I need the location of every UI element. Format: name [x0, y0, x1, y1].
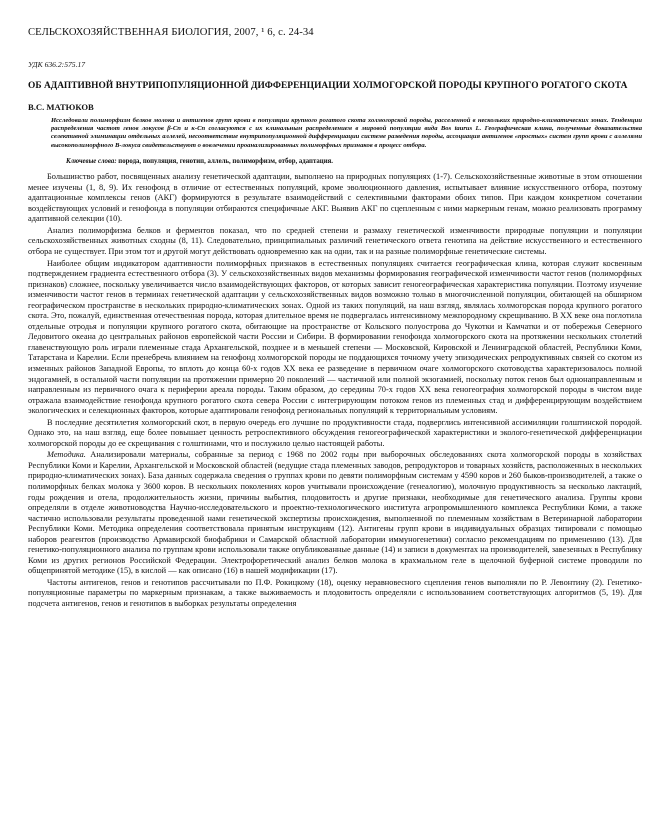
body-paragraph: Анализ полиморфизма белков и ферментов показал, что по средней степени и размаху генетической изменчивости природные популяции и популяции сельскохозяйственных животных сходны (8, 11). Следовательно, принципиальных различий генетического ответа генотипа на действие искусственного и естественного отбора не существует. При этом тот и другой могут действовать одновременно как на одни, так и на разные полиморфные генетические системы.	[28, 225, 642, 256]
article-abstract: Исследовали полиморфизм белков молока и антигенов групп крови в популяции крупного рогатого скота холмогорской породы, расселенной в нескольких природно-климатических зонах. Тенденции распределения частот генов локусов β-Cn и κ-Cn согласуются с их клинальным распределением в мировой популяции вида Bos taurus L. Географическая клина, полученные доказательства селективной элиминации отдельных аллелей, несоответствие внутрипопуляционной дифференциации системе разведения породы, ассоциация антигенов «простых» систем групп крови с аллелями высокополиморфного B-локуса свидетельствуют о вовлечении проанализированных полиморфных признаков в процесс отбора.	[51, 116, 642, 149]
methods-paragraph: Методика. Анализировали материалы, собранные за период с 1968 по 2002 годы при выборочных обследованиях скота холмогорской породы в хозяйствах Республики Коми и Карелии, Архангельской и Московской областей (ведущие стада племенных заводов, репродукторов и товарных хозяйств, расположенных в нескольких природно-климатических зонах). База данных содержала сведения о группах крови по девяти полиморфным системам у 4590 коров и 260 быков-производителей, а также о полиморфных белках молока у 3600 коров. В нескольких поколениях коров учитывали происхождение (генеалогию), молочную продуктивность за несколько лактаций, годы рождения и отела, продолжительность жизни, причины выбытия, плодовитость и другие признаки, необходимые для генетического анализа. Группы крови определяли в отделе животноводства Научно-исследовательского и проектно-технологического института агропромышленного комплекса Республики Коми, а также частично использовали результаты проведенной нами генетической экспертизы происхождения, выполненной по племенным хозяйствам в Ветеринарной лаборатории Республики Коми. Методика определения соответствовала принятым инструкциям (12). Антигены групп крови в индивидуальных образцах типировали с помощью наборов реагентов (производство Армавирской биофабрики и Самарской областной лаборатории иммуногенетики) согласно рекомендациям по применению (13). Для генетико-популяционного анализа по группам крови использовали также опубликованные данные (14) и записи в документах на производителей, завезенных в Республику Коми из других регионов Российской Федерации. Электрофоретический анализ белков молока в крахмальном геле в щелочной буферной системе проводили по общепринятой методике (15), в кислой — как описано (16) в нашей модификации (17).	[28, 450, 642, 576]
article-page	[28, 26, 642, 610]
methods-lead: Методика.	[47, 450, 86, 460]
keywords-text: порода, популяция, генотип, аллель, полиморфизм, отбор, адаптация.	[118, 158, 333, 166]
article-body	[28, 172, 642, 609]
body-paragraph: Наиболее общим индикатором адаптивности полиморфных признаков в естественных популяциях считается географическая клина, которая служит косвенным подтверждением градиента естественного отбора (3). У сельскохозяйственных видов механизмы формирования географической изменчивости частот генов (полиморфных признаков) сложнее, поскольку увеличивается число взаимодействующих факторов, от которых зависит геногеографическая характеристика популяции. Поэтому изучение изменчивости частот генов в терминах генетической адаптации у сельскохозяйственных видов возможно только в многочисленной популяции, обитающей на обширном географическом пространстве в нескольких природно-климатических зонах. Одной из таких популяций, на наш взгляд, являлась холмогорская порода крупного рогатого скота. Это, пожалуй, единственная отечественная порода, которая длительное время не подвергалась интенсивному межпородному скрещиванию. В XX веке она поглотила отдельные отродья и популяции крупного рогатого скота, обитающие на пространстве от Кольского полуострова до Чукотки и Камчатки и от побережья Северного Ледовитого океана до центральных районов европейской части России и Сибири. В формировании генофонда холмогорского скота на протяжении нескольких столетий главенствующую роль играли племенные стада Архангельской, позднее и в меньшей степени — Московской, Кировской и Ленинградской областей, Республики Коми, Татарстана и Карелии. Если пренебречь влиянием на генофонд холмогорской породы не поддающихся точному учету эпизодических репродуктивных связей со скотом из изменных районов Западной Европы, то вплоть до конца 60-х годов XX века ее разведение в первичном очаге холмогорского скотоводства характеризовалось полной эндогамией, в остальной части популяции на протяжении примерно 20 поколений — частичной или полной экзогамией, поскольку поток генов был однонаправленным и направленным из первичного очага к периферии ареала породы. Таким образом, до середины 70-х годов XX века геногеография холмогорской породы в чистом виде отражала взаимодействие генофонда крупного рогатого скота севера России с интегрирующим потоком генов из племенных стад и дифференцирующим воздействием экологических и селекционных факторов, которые адаптировали генофонд региональных популяций к территориальным условиям.	[28, 258, 642, 416]
keywords	[28, 157, 642, 166]
udc-code: УДК 636.2:575.17	[28, 60, 86, 69]
body-paragraph: В последние десятилетия холмогорский скот, в первую очередь его лучшие по продуктивности стада, подверглись интенсивной ассимиляции голштинской породой. Однако это, на наш взгляд, еще более повышает ценность ретроспективного обсуждения геногеографической характеристики и эколого-генетической дифференциации холмогорской породы до ее скрещивания с голштинами, что и послужило целью настоящей работы.	[28, 417, 642, 448]
body-paragraph: Частоты антигенов, генов и генотипов рассчитывали по П.Ф. Рокицкому (18), оценку неравновесного сцепления генов выполняли по Р. Левонтину (2). Генетико-популяционные параметры по маркерным признакам, а также выживаемость и плодовитость определяли с использованием соответствующих алгоритмов (5, 19). Для подсчета антигенов, генов и генотипов в выборках результаты определения	[28, 577, 642, 608]
body-paragraph: Большинство работ, посвященных анализу генетической адаптации, выполнено на природных популяциях (1-7). Сельскохозяйственные животные в этом отношении менее изучены (1, 8, 9). Их генофонд в отличие от естественных популяций, кроме эволюционного давления, испытывает влияние искусственного отбора, поэтому адаптационные комплексы генов (АКГ) формируются в результате взаимодействий с селективными факторами обоих типов. При каждом конкретном сочетании воздействующих условий и генофонда в популяции отбираются специфичные АКГ. Выявив АКГ по сцепленным с ними маркерным генам, можно реализовать программу адаптивной селекции (10).	[28, 172, 642, 224]
journal-header: СЕЛЬСКОХОЗЯЙСТВЕННАЯ БИОЛОГИЯ, 2007, ¹ 6, с. 24-34	[28, 27, 314, 38]
article-author: В.С. МАТЮКОВ	[28, 101, 94, 112]
article-title: ОБ АДАПТИВНОЙ ВНУТРИПОПУЛЯЦИОННОЙ ДИФФЕРЕНЦИАЦИИ ХОЛМОГОРСКОЙ ПОРОДЫ КРУПНОГО РОГАТОГО СКОТА	[28, 81, 628, 91]
keywords-label: Ключевые слова:	[66, 158, 117, 166]
